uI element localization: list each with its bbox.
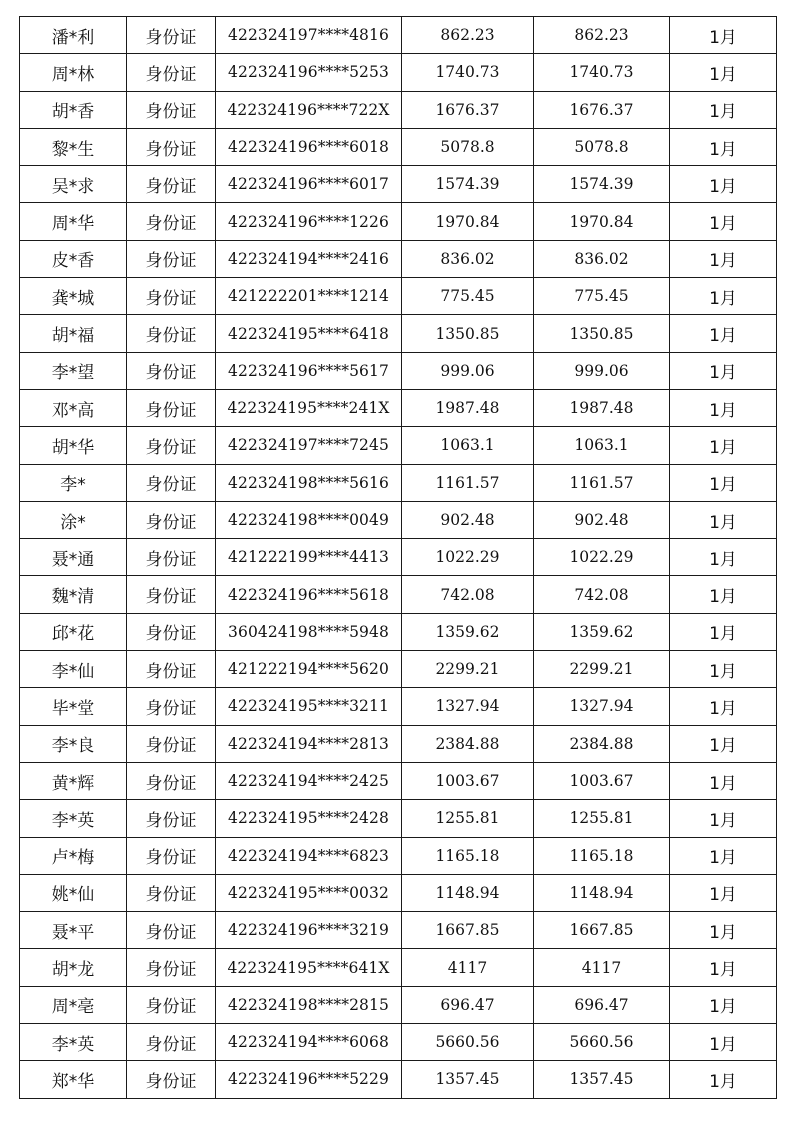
cell-amount: 1359.62 bbox=[402, 613, 534, 650]
cell-name: 吴*求 bbox=[20, 166, 127, 203]
cell-id-number: 422324195****0032 bbox=[216, 874, 402, 911]
cell-id-number: 422324196****6018 bbox=[216, 128, 402, 165]
cell-id-number: 422324195****6418 bbox=[216, 315, 402, 352]
cell-month: 1月 bbox=[670, 539, 777, 576]
cell-amount: 836.02 bbox=[402, 240, 534, 277]
cell-amount: 862.23 bbox=[402, 17, 534, 54]
cell-month: 1月 bbox=[670, 762, 777, 799]
cell-id-type: 身份证 bbox=[127, 800, 216, 837]
table-row bbox=[20, 613, 777, 650]
cell-amount: 1161.57 bbox=[402, 464, 534, 501]
cell-name: 邱*花 bbox=[20, 613, 127, 650]
cell-amount-paid: 1327.94 bbox=[534, 688, 670, 725]
cell-month: 1月 bbox=[670, 128, 777, 165]
cell-month: 1月 bbox=[670, 203, 777, 240]
cell-name: 郑*华 bbox=[20, 1061, 127, 1098]
cell-amount-paid: 1574.39 bbox=[534, 166, 670, 203]
cell-amount-paid: 1987.48 bbox=[534, 389, 670, 426]
cell-amount-paid: 1359.62 bbox=[534, 613, 670, 650]
cell-amount: 4117 bbox=[402, 949, 534, 986]
cell-name: 姚*仙 bbox=[20, 874, 127, 911]
cell-id-type: 身份证 bbox=[127, 352, 216, 389]
table-row bbox=[20, 986, 777, 1023]
cell-amount: 1063.1 bbox=[402, 427, 534, 464]
cell-amount-paid: 2384.88 bbox=[534, 725, 670, 762]
cell-name: 胡*福 bbox=[20, 315, 127, 352]
table-row bbox=[20, 912, 777, 949]
cell-id-number: 422324195****2428 bbox=[216, 800, 402, 837]
cell-amount-paid: 1676.37 bbox=[534, 91, 670, 128]
cell-month: 1月 bbox=[670, 1024, 777, 1061]
cell-id-type: 身份证 bbox=[127, 389, 216, 426]
cell-amount-paid: 1165.18 bbox=[534, 837, 670, 874]
cell-month: 1月 bbox=[670, 800, 777, 837]
cell-id-number: 422324196****5618 bbox=[216, 576, 402, 613]
cell-id-number: 422324198****5616 bbox=[216, 464, 402, 501]
cell-id-number: 422324196****1226 bbox=[216, 203, 402, 240]
cell-amount: 2384.88 bbox=[402, 725, 534, 762]
cell-amount-paid: 836.02 bbox=[534, 240, 670, 277]
table-row bbox=[20, 91, 777, 128]
cell-amount-paid: 999.06 bbox=[534, 352, 670, 389]
cell-id-type: 身份证 bbox=[127, 986, 216, 1023]
cell-amount-paid: 1667.85 bbox=[534, 912, 670, 949]
cell-month: 1月 bbox=[670, 1061, 777, 1098]
table-row bbox=[20, 949, 777, 986]
table-row bbox=[20, 1061, 777, 1098]
cell-amount: 696.47 bbox=[402, 986, 534, 1023]
cell-amount: 999.06 bbox=[402, 352, 534, 389]
cell-id-type: 身份证 bbox=[127, 315, 216, 352]
cell-amount-paid: 2299.21 bbox=[534, 651, 670, 688]
cell-month: 1月 bbox=[670, 240, 777, 277]
table-row bbox=[20, 278, 777, 315]
cell-amount: 1022.29 bbox=[402, 539, 534, 576]
cell-amount-paid: 1255.81 bbox=[534, 800, 670, 837]
cell-id-type: 身份证 bbox=[127, 166, 216, 203]
cell-month: 1月 bbox=[670, 986, 777, 1023]
table-row bbox=[20, 166, 777, 203]
cell-name: 胡*香 bbox=[20, 91, 127, 128]
cell-month: 1月 bbox=[670, 352, 777, 389]
cell-amount-paid: 902.48 bbox=[534, 501, 670, 538]
cell-name: 魏*清 bbox=[20, 576, 127, 613]
cell-name: 胡*华 bbox=[20, 427, 127, 464]
table-row bbox=[20, 240, 777, 277]
cell-amount-paid: 696.47 bbox=[534, 986, 670, 1023]
cell-amount-paid: 5078.8 bbox=[534, 128, 670, 165]
cell-id-type: 身份证 bbox=[127, 54, 216, 91]
cell-name: 李* bbox=[20, 464, 127, 501]
cell-id-number: 422324196****5617 bbox=[216, 352, 402, 389]
table-row bbox=[20, 315, 777, 352]
cell-name: 聂*通 bbox=[20, 539, 127, 576]
cell-amount: 2299.21 bbox=[402, 651, 534, 688]
cell-amount: 1165.18 bbox=[402, 837, 534, 874]
cell-id-number: 422324195****641X bbox=[216, 949, 402, 986]
cell-amount-paid: 775.45 bbox=[534, 278, 670, 315]
cell-name: 李*英 bbox=[20, 1024, 127, 1061]
cell-id-number: 421222199****4413 bbox=[216, 539, 402, 576]
cell-name: 李*望 bbox=[20, 352, 127, 389]
cell-month: 1月 bbox=[670, 54, 777, 91]
cell-name: 聂*平 bbox=[20, 912, 127, 949]
data-table bbox=[19, 16, 777, 1099]
cell-month: 1月 bbox=[670, 613, 777, 650]
cell-id-number: 422324196****5229 bbox=[216, 1061, 402, 1098]
cell-amount: 742.08 bbox=[402, 576, 534, 613]
cell-amount-paid: 5660.56 bbox=[534, 1024, 670, 1061]
cell-amount: 1148.94 bbox=[402, 874, 534, 911]
cell-amount-paid: 4117 bbox=[534, 949, 670, 986]
cell-id-type: 身份证 bbox=[127, 91, 216, 128]
cell-name: 李*仙 bbox=[20, 651, 127, 688]
cell-amount: 775.45 bbox=[402, 278, 534, 315]
cell-amount-paid: 742.08 bbox=[534, 576, 670, 613]
cell-id-type: 身份证 bbox=[127, 874, 216, 911]
cell-id-type: 身份证 bbox=[127, 762, 216, 799]
cell-id-type: 身份证 bbox=[127, 539, 216, 576]
cell-amount: 1574.39 bbox=[402, 166, 534, 203]
cell-name: 涂* bbox=[20, 501, 127, 538]
cell-id-number: 422324194****2425 bbox=[216, 762, 402, 799]
cell-id-number: 422324196****722X bbox=[216, 91, 402, 128]
cell-id-number: 422324194****6823 bbox=[216, 837, 402, 874]
table-row bbox=[20, 464, 777, 501]
table-row bbox=[20, 17, 777, 54]
cell-id-number: 422324198****0049 bbox=[216, 501, 402, 538]
cell-id-type: 身份证 bbox=[127, 949, 216, 986]
cell-id-type: 身份证 bbox=[127, 128, 216, 165]
cell-name: 胡*龙 bbox=[20, 949, 127, 986]
cell-amount: 902.48 bbox=[402, 501, 534, 538]
cell-month: 1月 bbox=[670, 501, 777, 538]
cell-name: 毕*堂 bbox=[20, 688, 127, 725]
cell-amount: 1676.37 bbox=[402, 91, 534, 128]
table-row bbox=[20, 576, 777, 613]
cell-amount-paid: 1003.67 bbox=[534, 762, 670, 799]
table-row bbox=[20, 203, 777, 240]
table-row bbox=[20, 389, 777, 426]
table-row bbox=[20, 352, 777, 389]
cell-month: 1月 bbox=[670, 725, 777, 762]
table-row bbox=[20, 501, 777, 538]
cell-id-number: 422324194****2813 bbox=[216, 725, 402, 762]
table-row bbox=[20, 874, 777, 911]
cell-month: 1月 bbox=[670, 464, 777, 501]
table-row bbox=[20, 651, 777, 688]
cell-amount: 5078.8 bbox=[402, 128, 534, 165]
cell-name: 黎*生 bbox=[20, 128, 127, 165]
table-row bbox=[20, 427, 777, 464]
cell-month: 1月 bbox=[670, 278, 777, 315]
table-row bbox=[20, 1024, 777, 1061]
cell-id-type: 身份证 bbox=[127, 725, 216, 762]
cell-id-number: 422324194****6068 bbox=[216, 1024, 402, 1061]
cell-month: 1月 bbox=[670, 166, 777, 203]
cell-id-type: 身份证 bbox=[127, 240, 216, 277]
cell-month: 1月 bbox=[670, 389, 777, 426]
cell-id-number: 422324195****3211 bbox=[216, 688, 402, 725]
cell-id-type: 身份证 bbox=[127, 278, 216, 315]
cell-month: 1月 bbox=[670, 427, 777, 464]
cell-id-type: 身份证 bbox=[127, 912, 216, 949]
cell-id-type: 身份证 bbox=[127, 501, 216, 538]
cell-id-type: 身份证 bbox=[127, 837, 216, 874]
cell-amount-paid: 1357.45 bbox=[534, 1061, 670, 1098]
table-row bbox=[20, 800, 777, 837]
cell-amount: 1350.85 bbox=[402, 315, 534, 352]
table-row bbox=[20, 54, 777, 91]
cell-name: 卢*梅 bbox=[20, 837, 127, 874]
cell-month: 1月 bbox=[670, 688, 777, 725]
cell-amount-paid: 1740.73 bbox=[534, 54, 670, 91]
cell-name: 周*亳 bbox=[20, 986, 127, 1023]
cell-name: 周*林 bbox=[20, 54, 127, 91]
cell-month: 1月 bbox=[670, 576, 777, 613]
cell-amount: 1740.73 bbox=[402, 54, 534, 91]
cell-name: 周*华 bbox=[20, 203, 127, 240]
cell-amount: 1003.67 bbox=[402, 762, 534, 799]
cell-amount: 1255.81 bbox=[402, 800, 534, 837]
cell-id-type: 身份证 bbox=[127, 576, 216, 613]
cell-amount: 1327.94 bbox=[402, 688, 534, 725]
cell-month: 1月 bbox=[670, 912, 777, 949]
cell-amount-paid: 1063.1 bbox=[534, 427, 670, 464]
cell-amount: 1970.84 bbox=[402, 203, 534, 240]
cell-month: 1月 bbox=[670, 874, 777, 911]
cell-month: 1月 bbox=[670, 837, 777, 874]
cell-id-type: 身份证 bbox=[127, 688, 216, 725]
cell-id-type: 身份证 bbox=[127, 613, 216, 650]
cell-id-number: 421222201****1214 bbox=[216, 278, 402, 315]
cell-id-type: 身份证 bbox=[127, 651, 216, 688]
cell-id-type: 身份证 bbox=[127, 1024, 216, 1061]
cell-id-type: 身份证 bbox=[127, 464, 216, 501]
table-row bbox=[20, 725, 777, 762]
cell-amount: 5660.56 bbox=[402, 1024, 534, 1061]
table-row bbox=[20, 837, 777, 874]
cell-name: 李*英 bbox=[20, 800, 127, 837]
table-row bbox=[20, 688, 777, 725]
cell-amount: 1357.45 bbox=[402, 1061, 534, 1098]
cell-name: 黄*辉 bbox=[20, 762, 127, 799]
table-row bbox=[20, 539, 777, 576]
cell-id-number: 422324195****241X bbox=[216, 389, 402, 426]
cell-amount-paid: 1970.84 bbox=[534, 203, 670, 240]
cell-month: 1月 bbox=[670, 949, 777, 986]
cell-amount-paid: 1022.29 bbox=[534, 539, 670, 576]
cell-id-number: 422324197****4816 bbox=[216, 17, 402, 54]
cell-amount: 1667.85 bbox=[402, 912, 534, 949]
cell-month: 1月 bbox=[670, 91, 777, 128]
cell-id-number: 422324197****7245 bbox=[216, 427, 402, 464]
cell-amount-paid: 1161.57 bbox=[534, 464, 670, 501]
cell-id-number: 360424198****5948 bbox=[216, 613, 402, 650]
cell-id-number: 422324194****2416 bbox=[216, 240, 402, 277]
cell-id-type: 身份证 bbox=[127, 203, 216, 240]
cell-month: 1月 bbox=[670, 651, 777, 688]
cell-id-type: 身份证 bbox=[127, 1061, 216, 1098]
cell-amount: 1987.48 bbox=[402, 389, 534, 426]
cell-id-type: 身份证 bbox=[127, 17, 216, 54]
cell-id-number: 422324196****6017 bbox=[216, 166, 402, 203]
cell-amount-paid: 1350.85 bbox=[534, 315, 670, 352]
table-body bbox=[20, 17, 777, 1099]
cell-id-number: 422324196****5253 bbox=[216, 54, 402, 91]
cell-name: 李*良 bbox=[20, 725, 127, 762]
cell-month: 1月 bbox=[670, 315, 777, 352]
cell-id-number: 422324196****3219 bbox=[216, 912, 402, 949]
cell-id-type: 身份证 bbox=[127, 427, 216, 464]
cell-name: 邓*高 bbox=[20, 389, 127, 426]
cell-month: 1月 bbox=[670, 17, 777, 54]
cell-name: 龚*城 bbox=[20, 278, 127, 315]
table-row bbox=[20, 128, 777, 165]
cell-amount-paid: 862.23 bbox=[534, 17, 670, 54]
cell-amount-paid: 1148.94 bbox=[534, 874, 670, 911]
cell-id-number: 421222194****5620 bbox=[216, 651, 402, 688]
cell-name: 潘*利 bbox=[20, 17, 127, 54]
cell-id-number: 422324198****2815 bbox=[216, 986, 402, 1023]
table-row bbox=[20, 762, 777, 799]
cell-name: 皮*香 bbox=[20, 240, 127, 277]
